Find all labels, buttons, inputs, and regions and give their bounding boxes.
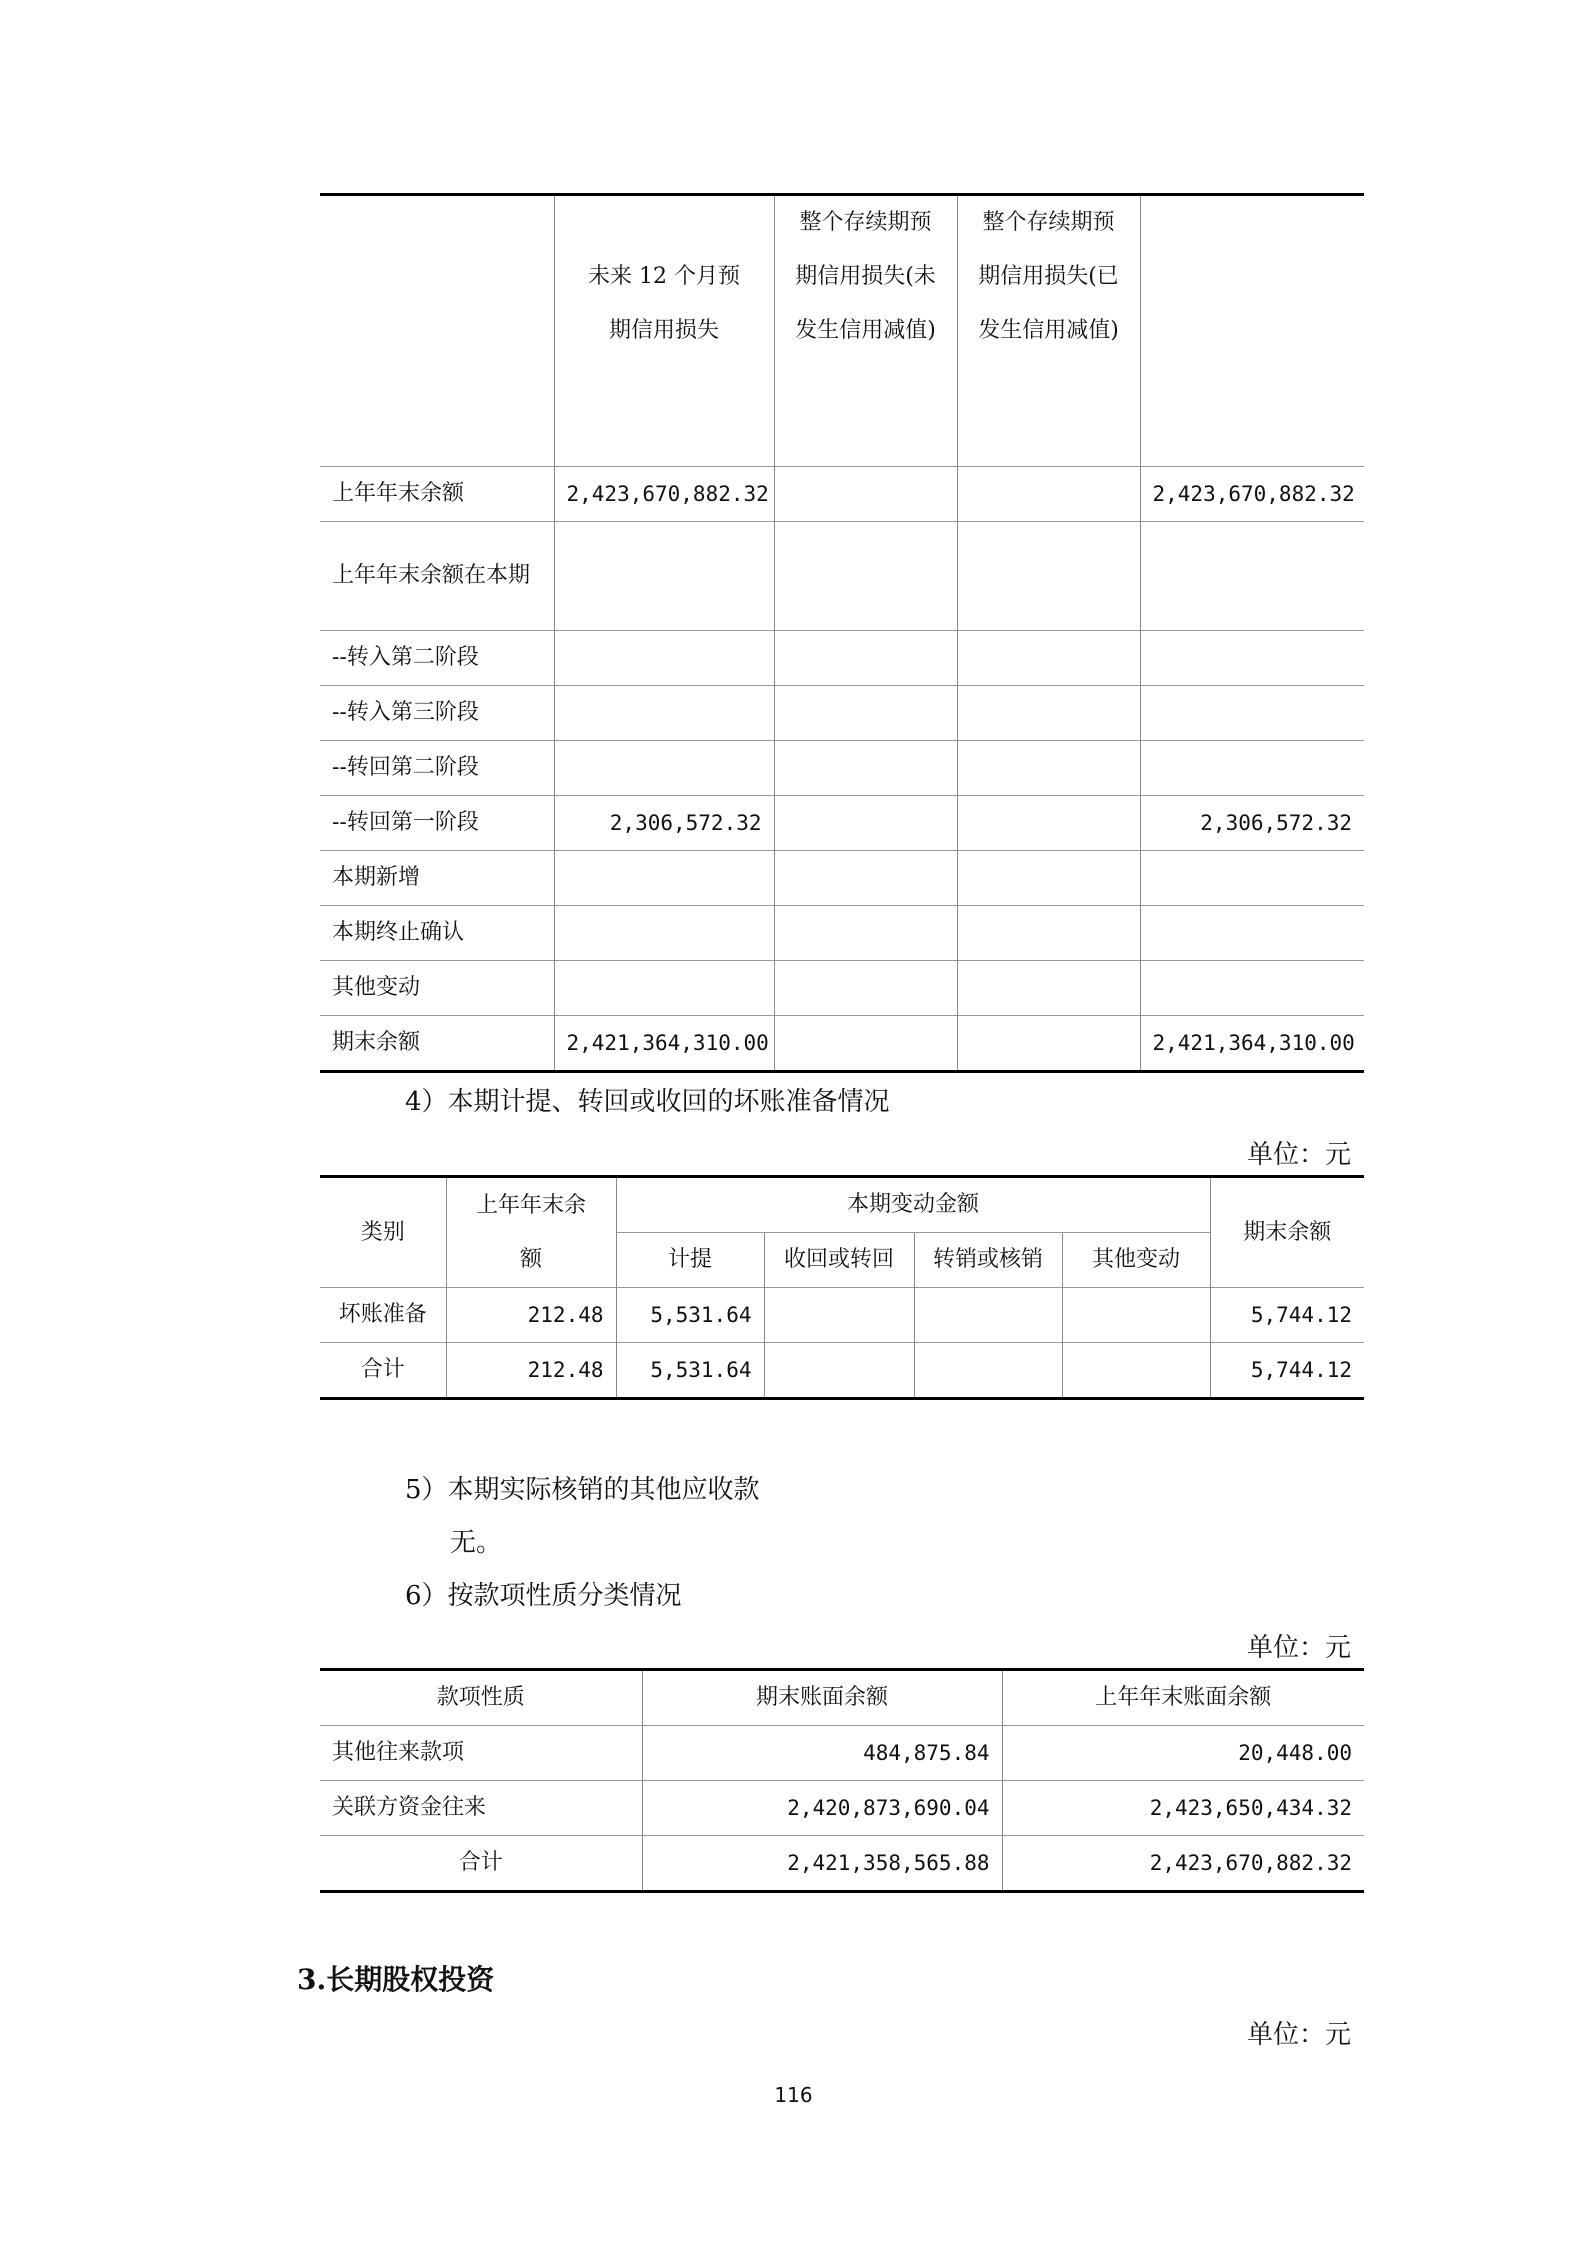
header-nature: 款项性质 — [436, 1685, 525, 1710]
cell-12m: 2,306,572.32 — [554, 796, 774, 851]
table-header-row — [320, 195, 1364, 467]
cell-12m — [554, 906, 774, 961]
header-cell — [957, 195, 1140, 467]
cell-stage2 — [774, 1016, 957, 1072]
header-opening: 上年年末账面余额 — [1002, 1670, 1364, 1726]
cell-total: 2,421,364,310.00 — [1140, 1016, 1364, 1072]
page-number: 116 — [774, 2083, 813, 2107]
bad-debt-provision-table — [320, 1175, 1364, 1400]
cell-closing: 5,744.12 — [1210, 1288, 1364, 1343]
cell-stage3 — [957, 741, 1140, 796]
section3-unit: 单位：元 — [1246, 2020, 1351, 2050]
cell-stage3 — [957, 1016, 1140, 1072]
cell-opening: 2,423,670,882.32 — [1002, 1836, 1364, 1892]
cell-stage2 — [774, 796, 957, 851]
cell-other — [1062, 1343, 1210, 1399]
header-cell — [1140, 195, 1364, 467]
header-text: 未来 12 个月预期信用损失 — [588, 264, 740, 343]
row-nature: 关联方资金往来 — [320, 1781, 642, 1836]
cell-stage3 — [957, 467, 1140, 522]
cell-total: 2,306,572.32 — [1140, 796, 1364, 851]
table-header-row — [320, 1177, 1364, 1233]
cell-closing: 2,420,873,690.04 — [642, 1781, 1002, 1836]
cell-stage2 — [774, 522, 957, 631]
cell-provision: 5,531.64 — [616, 1288, 764, 1343]
cell-opening: 212.48 — [446, 1343, 616, 1399]
cell-closing: 2,421,358,565.88 — [642, 1836, 1002, 1892]
row-category: 合计 — [320, 1343, 446, 1399]
header-cell — [774, 195, 957, 467]
cell-12m — [554, 522, 774, 631]
table-row — [320, 522, 1364, 631]
cell-total — [1140, 522, 1364, 631]
table-row — [320, 1016, 1364, 1072]
header-cell — [320, 195, 554, 467]
cell-total — [1140, 631, 1364, 686]
header-closing: 期末余额 — [1210, 1177, 1364, 1288]
row-nature: 其他往来款项 — [320, 1726, 642, 1781]
cell-12m — [554, 741, 774, 796]
header-opening-text: 上年年末余额 — [475, 1192, 586, 1272]
cell-closing: 5,744.12 — [1210, 1343, 1364, 1399]
row-label — [320, 522, 554, 631]
header-cell — [554, 195, 774, 467]
table-row — [320, 1288, 1364, 1343]
cell-total — [1140, 906, 1364, 961]
cell-recovered — [764, 1288, 914, 1343]
table-row — [320, 851, 1364, 906]
cell-stage3 — [957, 686, 1140, 741]
row-label: 本期终止确认 — [320, 906, 554, 961]
table-row — [320, 741, 1364, 796]
cell-opening: 212.48 — [446, 1288, 616, 1343]
header-opening — [446, 1177, 616, 1288]
cell-opening: 20,448.00 — [1002, 1726, 1364, 1781]
table-row — [320, 1726, 1364, 1781]
header-written-off: 转销或核销 — [914, 1233, 1062, 1288]
cell-stage2 — [774, 631, 957, 686]
cell-total — [1140, 961, 1364, 1016]
row-label: 上年年末余额 — [320, 467, 554, 522]
cell-total — [1140, 686, 1364, 741]
section6-heading: 6）按款项性质分类情况 — [405, 1581, 682, 1611]
table-row — [320, 467, 1364, 522]
cell-written-off — [914, 1288, 1062, 1343]
header-category: 类别 — [360, 1219, 405, 1245]
cell-opening: 2,423,650,434.32 — [1002, 1781, 1364, 1836]
header-recovered: 收回或转回 — [764, 1233, 914, 1288]
section4-heading: 4）本期计提、转回或收回的坏账准备情况 — [405, 1087, 890, 1117]
header-provision: 计提 — [616, 1233, 764, 1288]
header-closing: 期末账面余额 — [642, 1670, 1002, 1726]
row-category: 坏账准备 — [320, 1288, 446, 1343]
cell-stage3 — [957, 631, 1140, 686]
row-label-text: 上年年末余额在本期 — [332, 563, 531, 588]
cell-stage3 — [957, 961, 1140, 1016]
cell-stage2 — [774, 467, 957, 522]
table-row — [320, 1781, 1364, 1836]
loss-stage-table — [320, 193, 1364, 1073]
table-header-row — [320, 1670, 1364, 1726]
cell-other — [1062, 1288, 1210, 1343]
header-text: 整个存续期预期信用损失(未发生信用减值) — [795, 210, 936, 343]
nature-classification-table — [320, 1668, 1364, 1893]
section4-unit: 单位：元 — [1246, 1140, 1351, 1170]
cell-closing: 484,875.84 — [642, 1726, 1002, 1781]
cell-stage2 — [774, 741, 957, 796]
cell-12m — [554, 686, 774, 741]
cell-stage2 — [774, 961, 957, 1016]
cell-12m: 2,423,670,882.32 — [554, 467, 774, 522]
cell-stage3 — [957, 796, 1140, 851]
section5-body: 无。 — [450, 1528, 503, 1558]
cell-12m — [554, 961, 774, 1016]
cell-stage2 — [774, 686, 957, 741]
row-label: 期末余额 — [320, 1016, 554, 1072]
header-change-group: 本期变动金额 — [616, 1177, 1210, 1233]
cell-stage2 — [774, 906, 957, 961]
table-row — [320, 796, 1364, 851]
cell-stage3 — [957, 851, 1140, 906]
row-label: 本期新增 — [320, 851, 554, 906]
cell-stage2 — [774, 851, 957, 906]
row-label: --转回第二阶段 — [320, 741, 554, 796]
table-row — [320, 686, 1364, 741]
cell-total — [1140, 741, 1364, 796]
header-other: 其他变动 — [1062, 1233, 1210, 1288]
table-row — [320, 631, 1364, 686]
table-row — [320, 961, 1364, 1016]
cell-stage3 — [957, 906, 1140, 961]
cell-written-off — [914, 1343, 1062, 1399]
row-nature: 合计 — [320, 1836, 642, 1892]
cell-stage3 — [957, 522, 1140, 631]
cell-12m — [554, 851, 774, 906]
table-row — [320, 1343, 1364, 1399]
table-row — [320, 1836, 1364, 1892]
cell-12m: 2,421,364,310.00 — [554, 1016, 774, 1072]
row-label: --转入第三阶段 — [320, 686, 554, 741]
cell-total: 2,423,670,882.32 — [1140, 467, 1364, 522]
cell-12m — [554, 631, 774, 686]
section6-unit: 单位：元 — [1246, 1633, 1351, 1663]
row-label: --转回第一阶段 — [320, 796, 554, 851]
cell-total — [1140, 851, 1364, 906]
row-label: --转入第二阶段 — [320, 631, 554, 686]
table-row — [320, 906, 1364, 961]
section3-heading: 3.长期股权投资 — [297, 1963, 495, 1996]
header-text: 整个存续期预期信用损失(已发生信用减值) — [978, 210, 1119, 343]
cell-provision: 5,531.64 — [616, 1343, 764, 1399]
cell-recovered — [764, 1343, 914, 1399]
section5-heading: 5）本期实际核销的其他应收款 — [405, 1475, 760, 1505]
row-label: 其他变动 — [320, 961, 554, 1016]
